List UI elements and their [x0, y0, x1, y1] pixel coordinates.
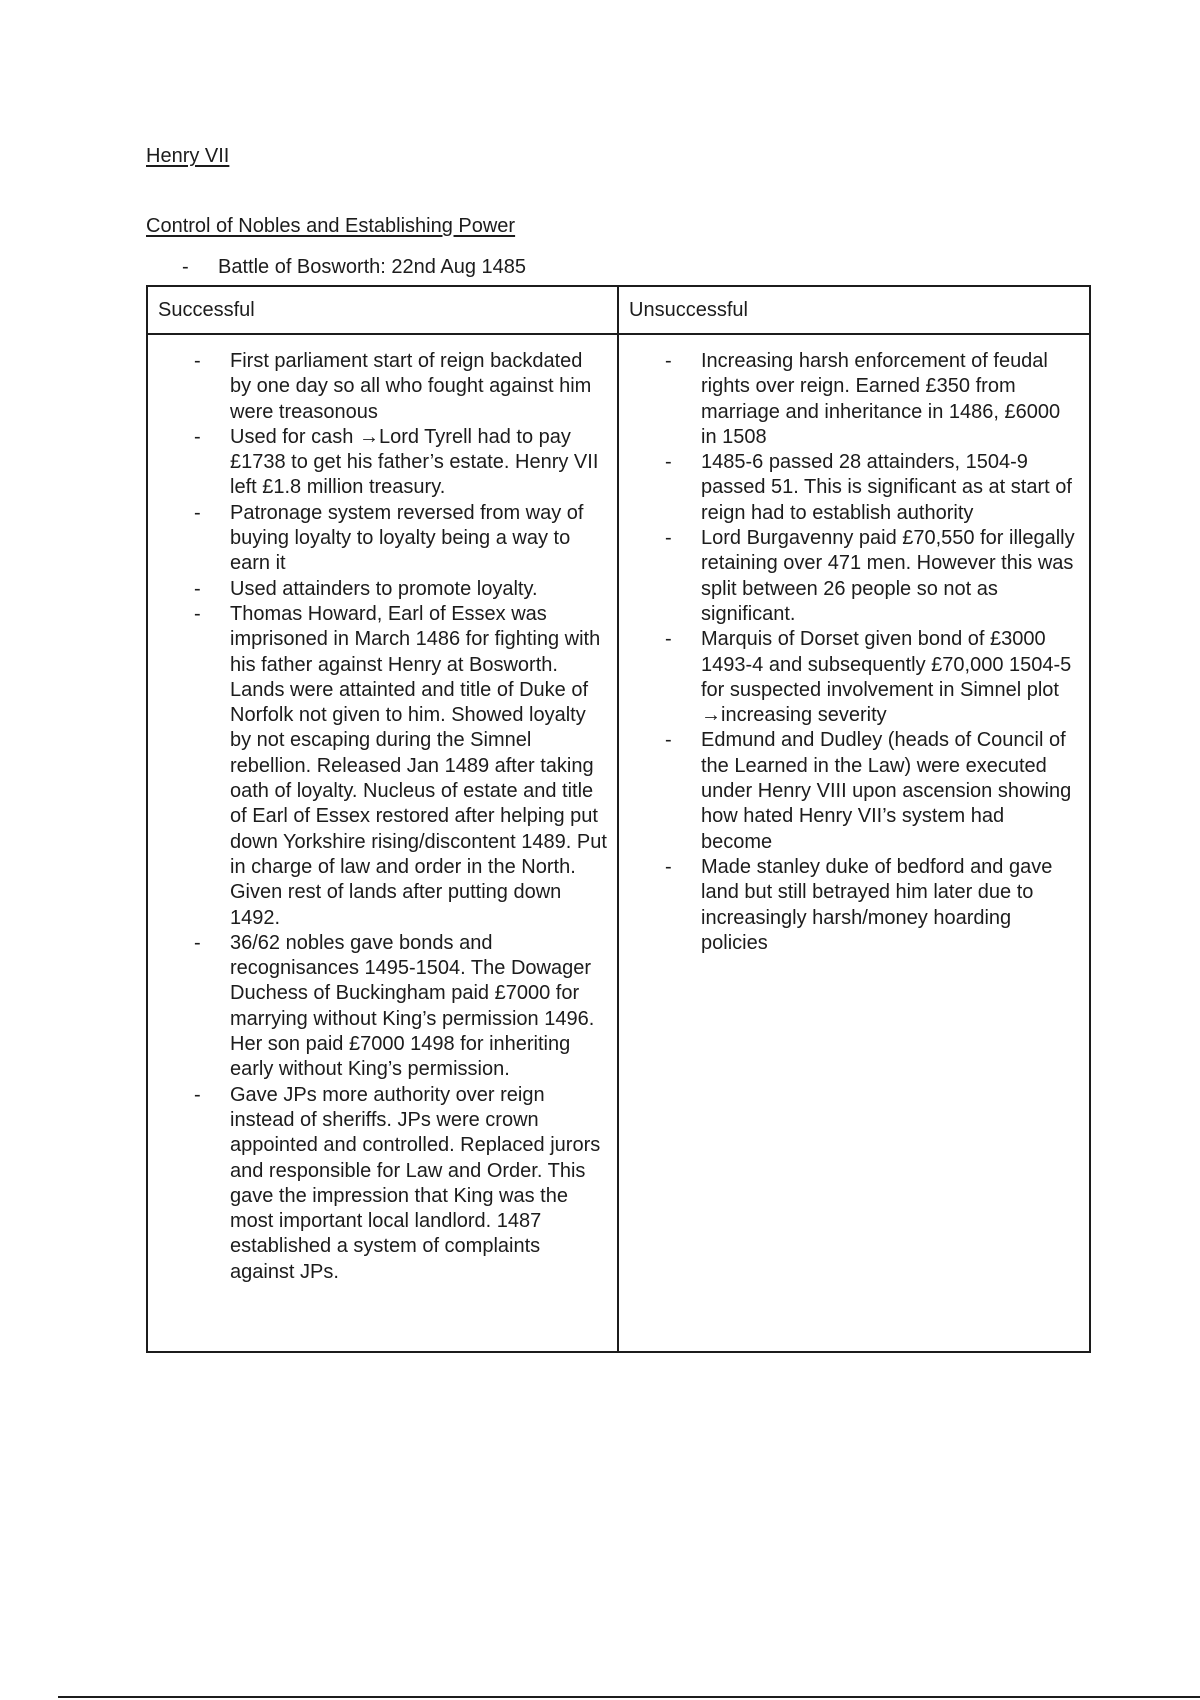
- list-item: - 1485-6 passed 28 attainders, 1504-9 passed 51. This is significant as at start of reign had to establish authority: [619, 450, 1079, 526]
- list-item: - Made stanley duke of bedford and gave land but still betrayed him later due to increasingly harsh/money hoarding policies: [619, 855, 1079, 956]
- unsuccessful-cell: [618, 334, 1090, 1352]
- header-successful: Successful: [147, 286, 618, 334]
- unsuccessful-list: [619, 349, 1079, 956]
- list-item: - Increasing harsh enforcement of feudal rights over reign. Earned £350 from marriage and inheritance in 1486, £6000 in 1508: [619, 349, 1079, 450]
- list-item: - First parliament start of reign backdated by one day so all who fought against him were treasonous: [148, 349, 607, 425]
- successful-unsuccessful-table: [146, 285, 1091, 1353]
- list-item: - Marquis of Dorset given bond of £3000 1493-4 and subsequently £70,000 1504-5 for suspected involvement in Simnel plot →increasing severity: [619, 627, 1079, 728]
- intro-list: [146, 256, 526, 279]
- header-unsuccessful: Unsuccessful: [618, 286, 1090, 334]
- list-item: - Lord Burgavenny paid £70,550 for illegally retaining over 471 men. However this was split between 26 people so not as significant.: [619, 526, 1079, 627]
- successful-list: [148, 349, 607, 1285]
- intro-bullet: - Battle of Bosworth: 22nd Aug 1485: [146, 256, 526, 279]
- successful-cell: [147, 334, 618, 1352]
- table-header-row: [147, 286, 1090, 334]
- list-item: - Used attainders to promote loyalty.: [148, 577, 607, 602]
- list-item: - Patronage system reversed from way of buying loyalty to loyalty being a way to earn it: [148, 501, 607, 577]
- table-row: [147, 334, 1090, 1352]
- list-item: - Thomas Howard, Earl of Essex was imprisoned in March 1486 for fighting with his father against Henry at Bosworth. Lands were attainted and title of Duke of Norfolk not given to him. Showed loyalty by not escaping during the Simnel rebellion. Released Jan 1489 after taking oath of loyalty. Nucleus of estate and title of Earl of Essex restored after helping put down Yorkshire rising/discontent 1489. Put in charge of law and order in the North. Given rest of lands after putting down 1492.: [148, 602, 607, 931]
- list-item: - Used for cash →Lord Tyrell had to pay £1738 to get his father’s estate. Henry VII left £1.8 million treasury.: [148, 425, 607, 501]
- list-item: - Gave JPs more authority over reign instead of sheriffs. JPs were crown appointed and controlled. Replaced jurors and responsible for Law and Order. This gave the impression that King was the most important local landlord. 1487 established a system of complaints against JPs.: [148, 1083, 607, 1285]
- section-heading: Control of Nobles and Establishing Power: [146, 215, 516, 237]
- page-divider: [58, 1696, 1200, 1698]
- list-item: - Edmund and Dudley (heads of Council of the Learned in the Law) were executed under Henry VIII upon ascension showing how hated Henry VII’s system had become: [619, 728, 1079, 854]
- list-item: - 36/62 nobles gave bonds and recognisances 1495-1504. The Dowager Duchess of Buckingham paid £7000 for marrying without King’s permission 1496. Her son paid £7000 1498 for inheriting early without King’s permission.: [148, 931, 607, 1083]
- page-title: Henry VII: [146, 145, 230, 167]
